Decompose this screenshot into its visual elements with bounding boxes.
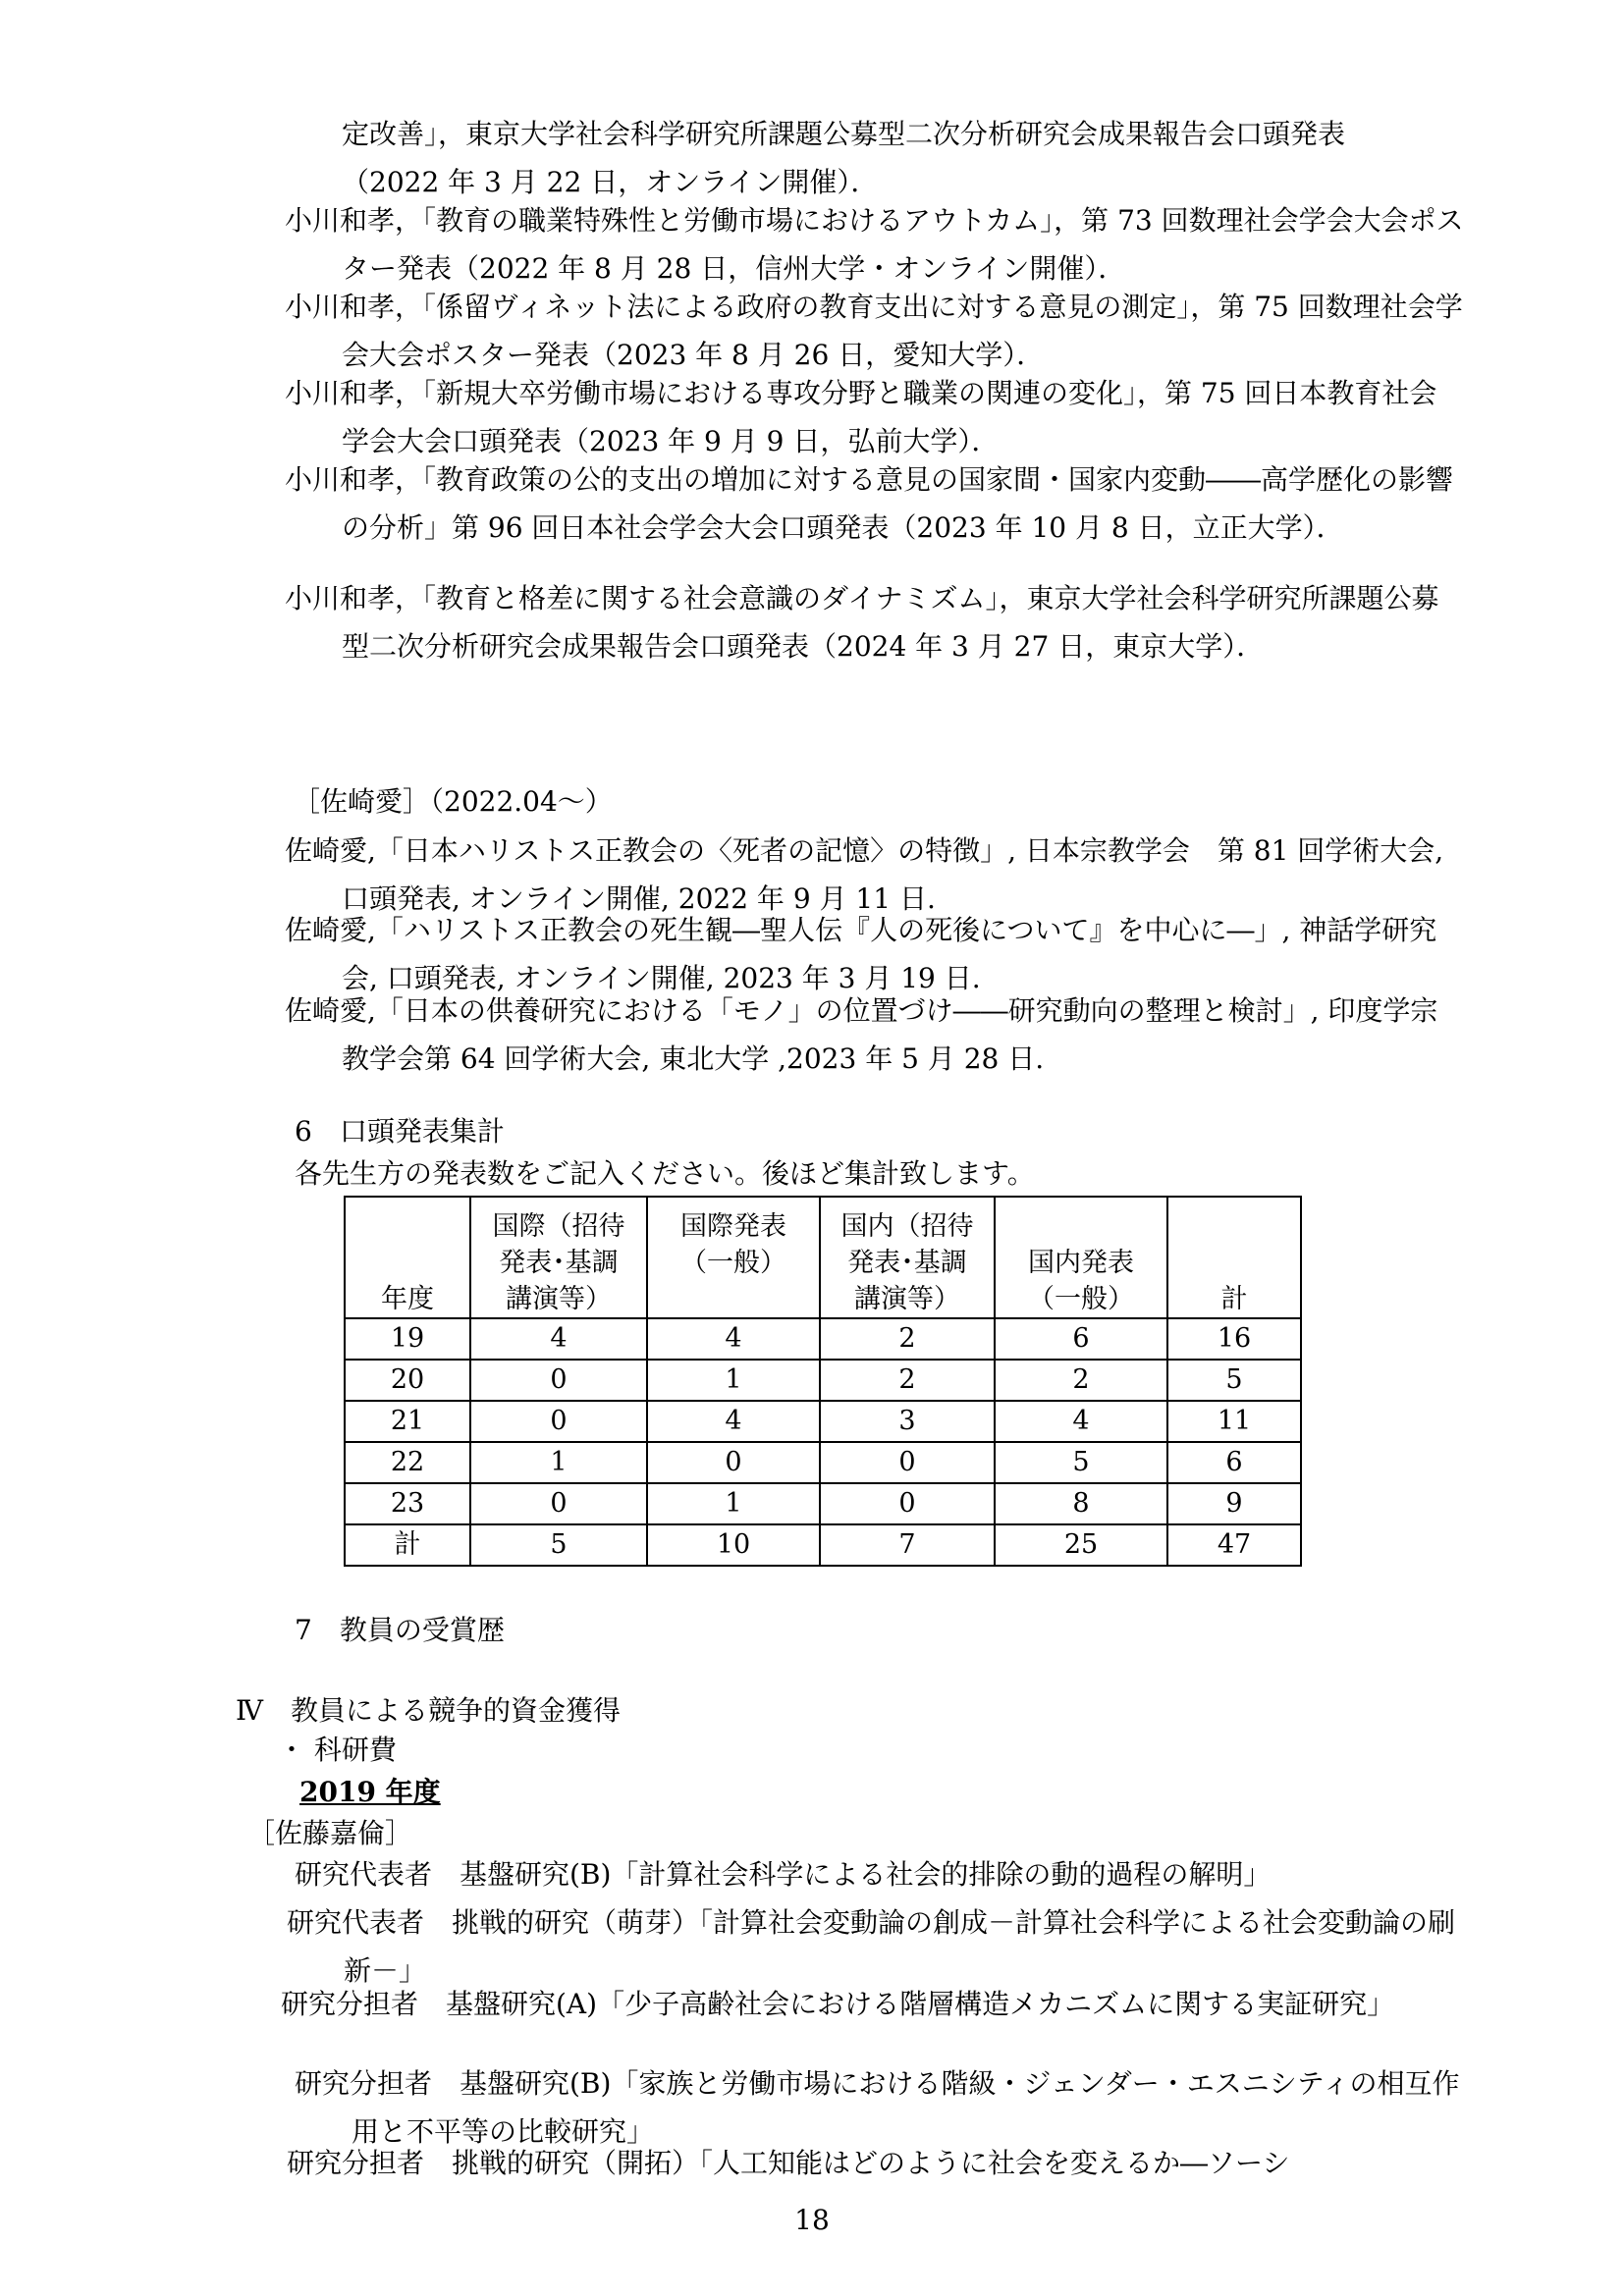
table-cell: 4 <box>995 1401 1167 1442</box>
table-cell: 22 <box>345 1442 470 1483</box>
table-cell: 4 <box>470 1318 647 1360</box>
table-cell: 8 <box>995 1483 1167 1524</box>
section-4-heading: Ⅳ 教員による競争的資金獲得 <box>236 1694 621 1727</box>
table-cell: 0 <box>820 1442 995 1483</box>
table-cell: 11 <box>1167 1401 1301 1442</box>
section-7-heading: 7 教員の受賞歴 <box>295 1614 505 1646</box>
table-cell: 3 <box>820 1401 995 1442</box>
presentation-entry: 小川和孝，「教育政策の公的支出の増加に対する意見の国家間・国家内変動――高学歴化の影響の分析」第 96 回日本社会学会大会口頭発表（2023 年 10 月 8 日，立正大学）． <box>285 463 1454 544</box>
table-cell: 5 <box>995 1442 1167 1483</box>
table-cell: 2 <box>995 1360 1167 1401</box>
header-domestic-invited: 国内（招待 発表･基調 講演等） <box>820 1197 995 1318</box>
table-cell: 4 <box>647 1401 820 1442</box>
person-heading: ［佐藤嘉倫］ <box>247 1817 413 1849</box>
table-cell: 1 <box>647 1360 820 1401</box>
table-cell: 23 <box>345 1483 470 1524</box>
table-cell: 47 <box>1167 1524 1301 1566</box>
header-intl-invited: 国際（招待 発表･基調 講演等） <box>470 1197 647 1318</box>
table-cell: 1 <box>470 1442 647 1483</box>
kakenhi-bullet: ・ 科研費 <box>278 1734 397 1766</box>
table-cell: 2 <box>820 1318 995 1360</box>
table-cell: 9 <box>1167 1483 1301 1524</box>
header-total: 計 <box>1167 1197 1301 1318</box>
presentation-count-table <box>344 1196 1302 1567</box>
table-cell: 2 <box>820 1360 995 1401</box>
header-intl-general: 国際発表 （一般） <box>647 1197 820 1318</box>
presentation-entry: 佐崎愛,「日本ハリストス正教会の〈死者の記憶〉の特徴」, 日本宗教学会 第 81 回学術大会, 口頭発表, オンライン開催, 2022 年 9 月 11 日. <box>285 834 1453 915</box>
table-cell: 16 <box>1167 1318 1301 1360</box>
grant-entry: 研究代表者 挑戦的研究（萌芽）「計算社会変動論の創成－計算社会科学による社会変動論の刷新－」 <box>287 1906 1456 1987</box>
presentation-entry: 小川和孝，「係留ヴィネット法による政府の教育支出に対する意見の測定」，第 75 回数理社会学会大会ポスター発表（2023 年 8 月 26 日，愛知大学）． <box>285 291 1463 371</box>
table-cell: 6 <box>1167 1442 1301 1483</box>
table-cell: 21 <box>345 1401 470 1442</box>
entry-continuation: 定改善」，東京大学社会科学研究所課題公募型二次分析研究会成果報告会口頭発表（2022 年 3 月 22 日，オンライン開催）． <box>342 118 1346 198</box>
table-cell: 0 <box>470 1360 647 1401</box>
presentation-entry: 佐崎愛,「ハリストス正教会の死生観―聖人伝『人の死後について』を中心に―」, 神話学研究会, 口頭発表, オンライン開催, 2023 年 3 月 19 日. <box>285 914 1437 994</box>
table-cell: 5 <box>1167 1360 1301 1401</box>
fiscal-year-heading: 2019 年度 <box>299 1776 441 1808</box>
presentation-entry: 小川和孝，「新規大卒労働市場における専攻分野と職業の関連の変化」，第 75 回日本教育社会学会大会口頭発表（2023 年 9 月 9 日，弘前大学）． <box>285 377 1437 457</box>
table-total-row <box>345 1524 1301 1566</box>
table-cell: 10 <box>647 1524 820 1566</box>
table-cell: 0 <box>647 1442 820 1483</box>
grant-entry: 研究分担者 基盤研究(B)「家族と労働市場における階級・ジェンダー・エスニシティの相互作用と不平等の比較研究」 <box>295 2067 1460 2148</box>
presentation-entry: 小川和孝，「教育と格差に関する社会意識のダイナミズム」，東京大学社会科学研究所課題公募型二次分析研究会成果報告会口頭発表（2024 年 3 月 27 日，東京大学）． <box>285 582 1439 663</box>
table-cell: 4 <box>647 1318 820 1360</box>
page-number: 18 <box>794 2204 830 2236</box>
presentation-entry: 小川和孝，「教育の職業特殊性と労働市場におけるアウトカム」，第 73 回数理社会学会大会ポスター発表（2022 年 8 月 28 日，信州大学・オンライン開催）． <box>285 204 1464 285</box>
table-cell: 6 <box>995 1318 1167 1360</box>
header-year: 年度 <box>345 1197 470 1318</box>
table-cell: 計 <box>345 1524 470 1566</box>
table-row <box>345 1442 1301 1483</box>
table-cell: 0 <box>470 1401 647 1442</box>
section-6-note: 各先生方の発表数をご記入ください。後ほど集計致します。 <box>295 1157 1035 1190</box>
table-row <box>345 1483 1301 1524</box>
header-domestic-general: 国内発表 （一般） <box>995 1197 1167 1318</box>
presentation-entry: 佐崎愛,「日本の供養研究における「モノ」の位置づけ――研究動向の整理と検討」, 印度学宗教学会第 64 回学術大会, 東北大学 ,2023 年 5 月 28 日. <box>285 994 1438 1075</box>
grant-entry: 研究分担者 基盤研究(A)「少子高齢社会における階層構造メカニズムに関する実証研究」 <box>281 1988 1395 2020</box>
table-cell: 7 <box>820 1524 995 1566</box>
table-cell: 5 <box>470 1524 647 1566</box>
section-6-heading: 6 口頭発表集計 <box>295 1115 505 1148</box>
table-header-row <box>345 1197 1301 1318</box>
table-cell: 0 <box>820 1483 995 1524</box>
grant-entry: 研究代表者 基盤研究(B)「計算社会科学による社会的排除の動的過程の解明」 <box>295 1858 1272 1891</box>
table-row <box>345 1401 1301 1442</box>
table-cell: 1 <box>647 1483 820 1524</box>
table-row <box>345 1360 1301 1401</box>
grant-entry: 研究分担者 挑戦的研究（開拓）「人工知能はどのように社会を変えるか―ソーシ <box>287 2147 1290 2179</box>
sasaki-header: ［佐崎愛］（2022.04〜） <box>293 785 613 818</box>
table-cell: 0 <box>470 1483 647 1524</box>
table-cell: 20 <box>345 1360 470 1401</box>
table-cell: 25 <box>995 1524 1167 1566</box>
table-cell: 19 <box>345 1318 470 1360</box>
table-row <box>345 1318 1301 1360</box>
